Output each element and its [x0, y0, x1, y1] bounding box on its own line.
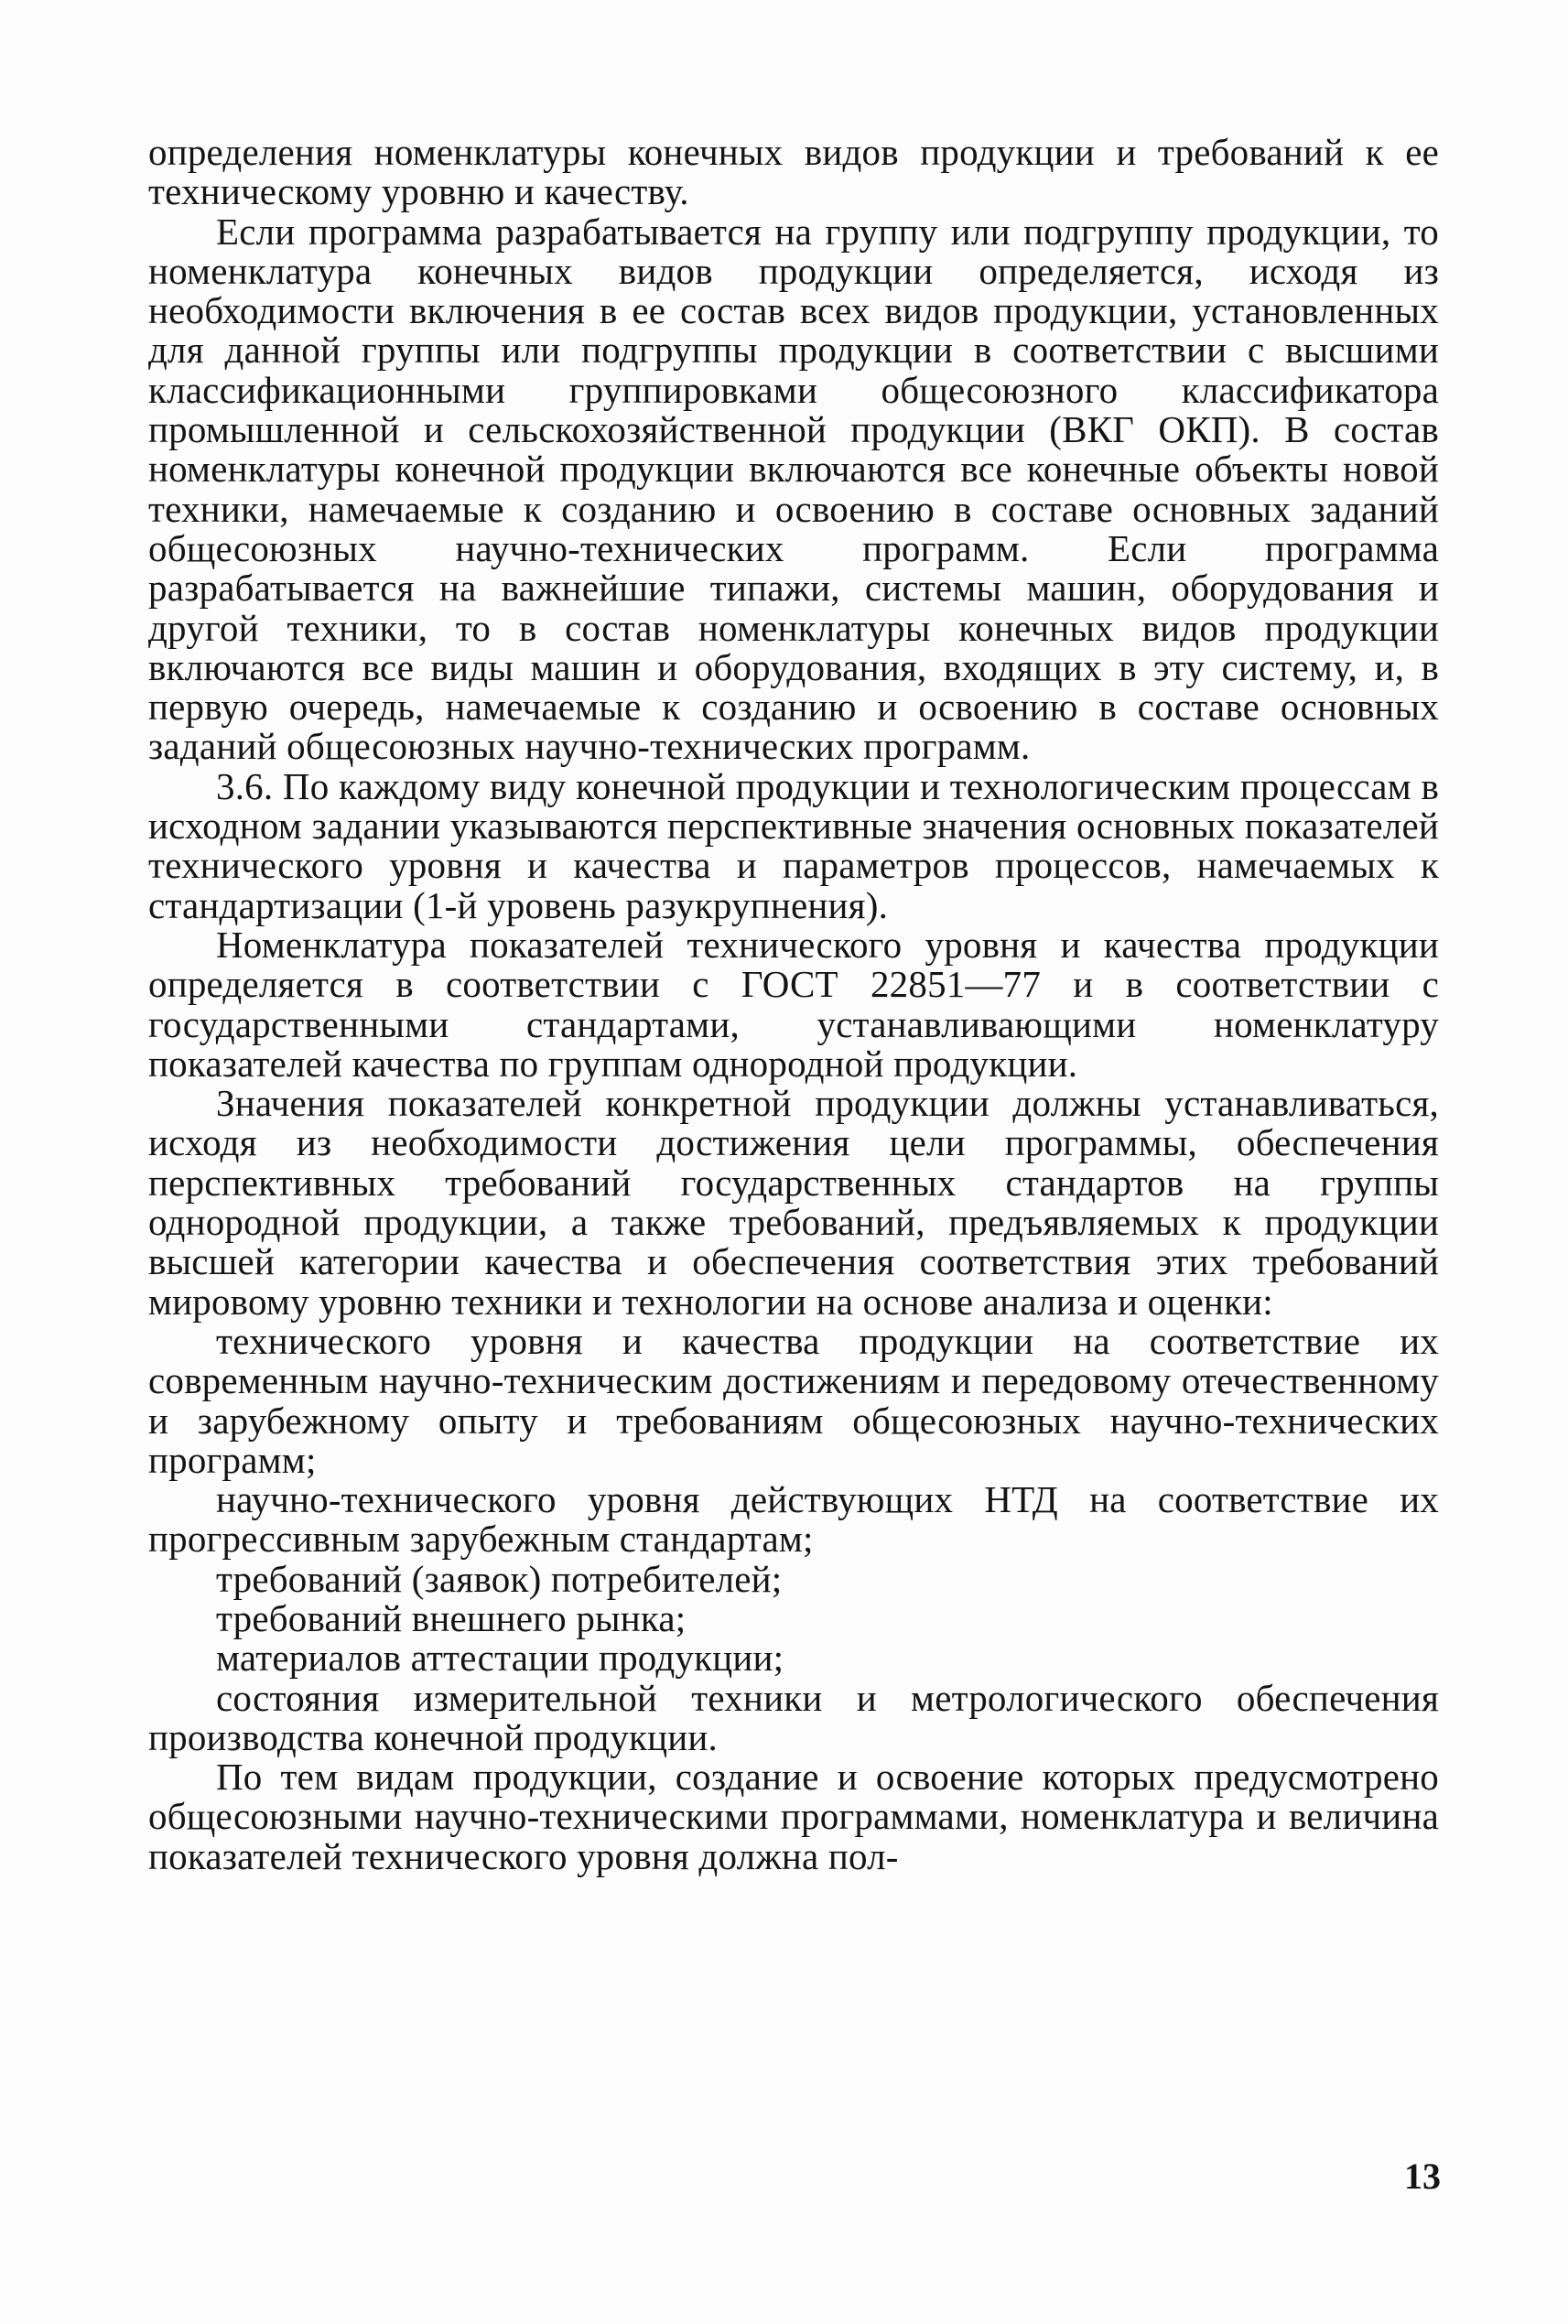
- list-item-consumer-requirements: требований (заявок) потребителей;: [216, 1557, 783, 1600]
- list-item-ntd-level: научно-технического уровня действующих НТД на соответствие их прогрессивным зарубежным стандартам;: [148, 1478, 1439, 1561]
- list-item-technical-level: технического уровня и качества продукции на соответствие их современным научно-техническим достижениям и передовому отечественному и зарубежному опыту и требованиям общесоюзных научно-технических программ;: [148, 1319, 1439, 1481]
- list-item-metrology: состояния измерительной техники и метрологического обеспечения производства конечной продукции.: [148, 1676, 1439, 1758]
- list-item-external-market: требований внешнего рынка;: [216, 1596, 687, 1639]
- page-number: 13: [1404, 2156, 1441, 2197]
- paragraph-indicator-values: Значения показателей конкретной продукции должны устанавливаться, исходя из необходимости достижения цели программы, обеспечения перспективных требований государственных стандартов на группы однородной продукции, а также требований, предъявляемых к продукции высшей категории качества и обеспечения соответствия этих требований мировому уровню техники и технологии на основе анализа и оценки:: [148, 1082, 1439, 1323]
- paragraph-program-scope: Если программа разрабатывается на группу или подгруппу продукции, то номенклатура конечных видов продукции определяется, исходя из необходимости включения в ее состав всех видов продукции, установленных для данной группы или подгруппы продукции в соответствии с высшими классификационными группировками общесоюзного классификатора промышленной и сельскохозяйственной продукции (ВКГ ОКП). В состав номенклатуры конечной продукции включаются все конечные объекты новой техники, намечаемые к созданию и освоению в составе основных заданий общесоюзных научно-технических программ. Если программа разрабатывается на важнейшие типажи, системы машин, оборудования и другой техники, то в состав номенклатуры конечных видов продукции включаются все виды машин и оборудования, входящих в эту систему, и, в первую очередь, намечаемые к созданию и освоению в составе основных заданий общесоюзных научно-технических программ.: [148, 210, 1439, 768]
- list-item-attestation: материалов аттестации продукции;: [216, 1637, 784, 1680]
- paragraph-continuation: определения номенклатуры конечных видов продукции и требований к ее техническому уровню и качеству.: [148, 131, 1439, 213]
- paragraph-section-3-6: 3.6. По каждому виду конечной продукции и технологическим процессам в исходном задании указываются перспективные значения основных показателей технического уровня и качества и параметров процессов, намечаемых к стандартизации (1-й уровень разукрупнения).: [148, 764, 1439, 926]
- body-text: [148, 133, 1439, 1876]
- paragraph-program-products: По тем видам продукции, создание и освоение которых предусмотрено общесоюзными научно-техническими программами, номенклатура и величина показателей технического уровня должна пол-: [148, 1756, 1439, 1877]
- paragraph-indicator-nomenclature: Номенклатура показателей технического уровня и качества продукции определяется в соответствии с ГОСТ 22851—77 и в соответствии с государственными стандартами, устанавливающими номенклатуру показателей качества по группам однородной продукции.: [148, 923, 1439, 1085]
